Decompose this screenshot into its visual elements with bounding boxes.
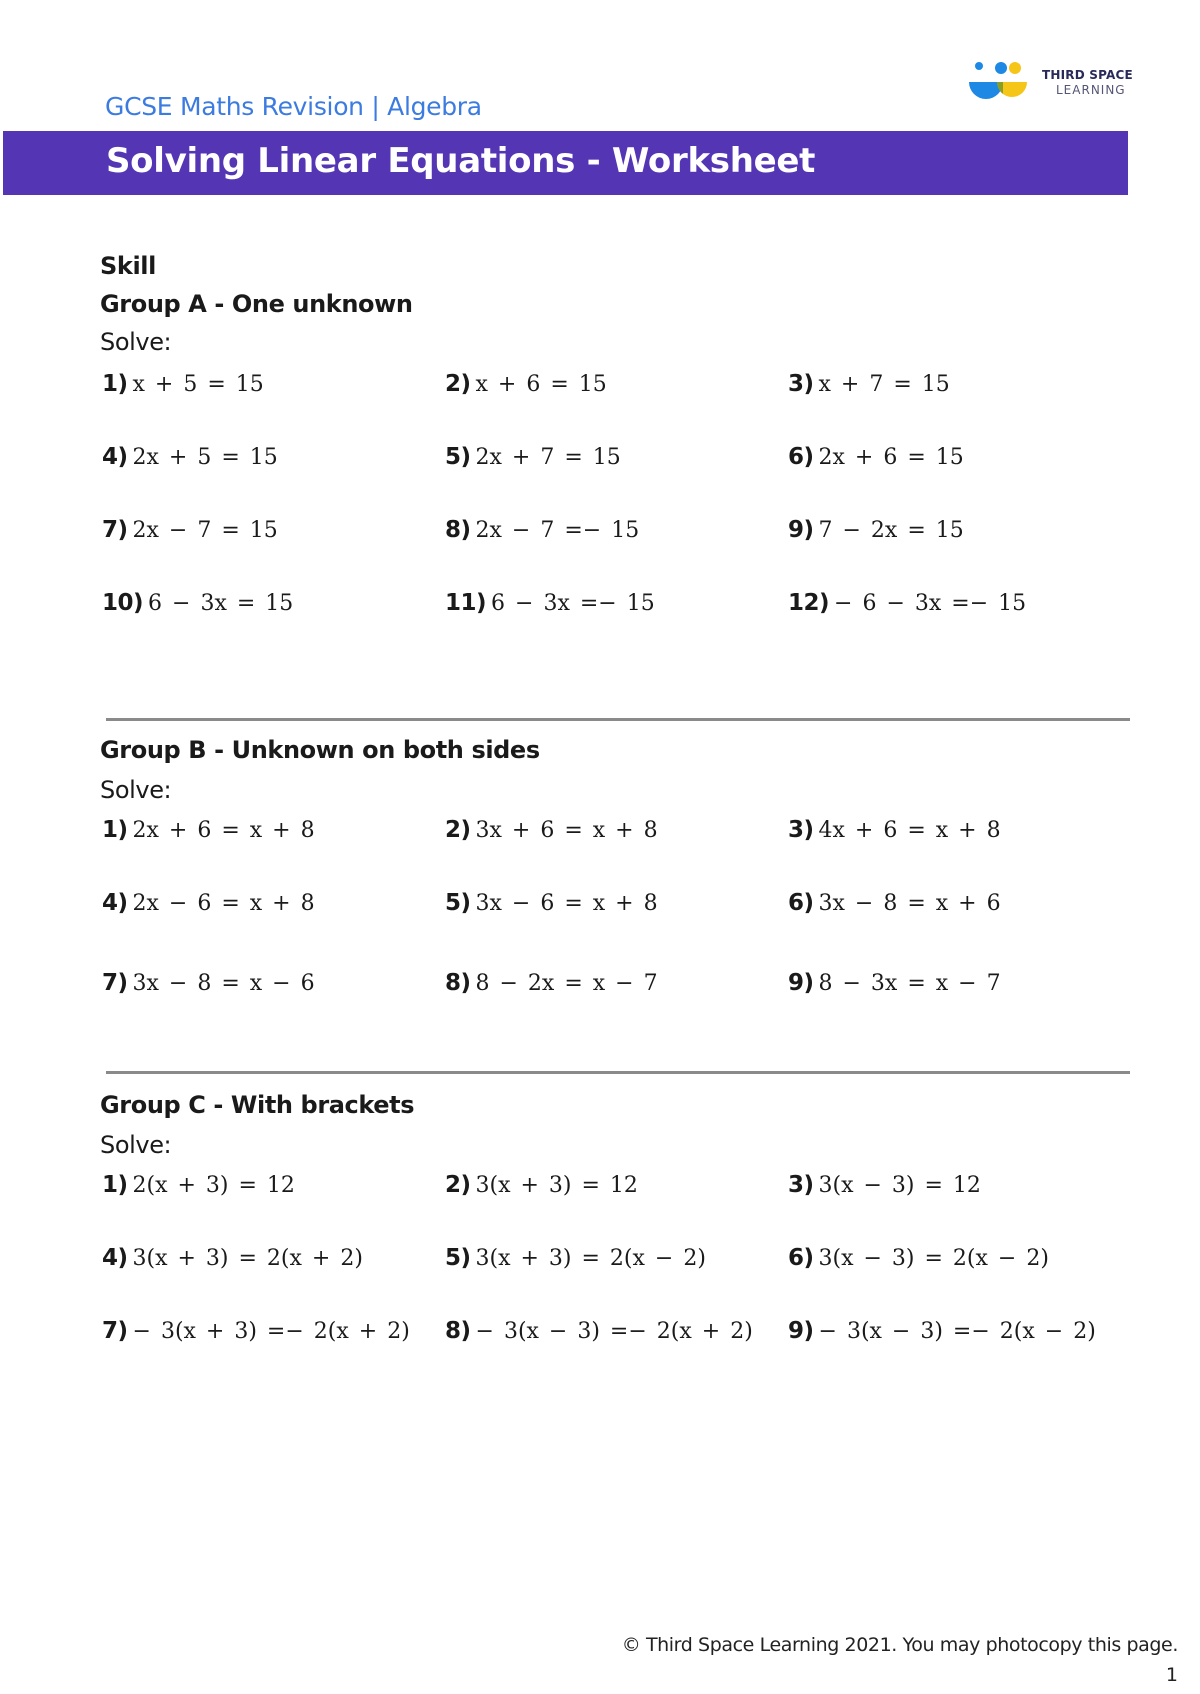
- question-c2: 2) 3(x + 3) = 12: [445, 1172, 638, 1198]
- question-b9: 9) 8 − 3x = x − 7: [788, 970, 1001, 996]
- copyright-notice: © Third Space Learning 2021. You may photocopy this page.: [621, 1634, 1178, 1656]
- question-b7: 7) 3x − 8 = x − 6: [102, 970, 315, 996]
- section-divider-1: [106, 718, 1130, 721]
- question-c4: 4) 3(x + 3) = 2(x + 2): [102, 1245, 363, 1271]
- question-b2: 2) 3x + 6 = x + 8: [445, 817, 658, 843]
- skill-label: Skill: [100, 252, 156, 280]
- logo-text: [1042, 68, 1133, 98]
- question-a11: 11) 6 − 3x =− 15: [445, 590, 655, 616]
- question-a4: 4) 2x + 5 = 15: [102, 444, 278, 470]
- question-a9: 9) 7 − 2x = 15: [788, 517, 964, 543]
- question-c7: 7) − 3(x + 3) =− 2(x + 2): [102, 1318, 410, 1344]
- question-a12: 12) − 6 − 3x =− 15: [788, 590, 1027, 616]
- logo-line1: THIRD SPACE: [1042, 68, 1133, 82]
- group-b-title: Group B - Unknown on both sides: [100, 736, 540, 764]
- question-c6: 6) 3(x − 3) = 2(x − 2): [788, 1245, 1049, 1271]
- question-b1: 1) 2x + 6 = x + 8: [102, 817, 315, 843]
- question-a1: 1) x + 5 = 15: [102, 371, 264, 397]
- page-number: 1: [1165, 1664, 1178, 1686]
- question-b8: 8) 8 − 2x = x − 7: [445, 970, 658, 996]
- question-a10: 10) 6 − 3x = 15: [102, 590, 294, 616]
- group-b-instruction: Solve:: [100, 776, 172, 804]
- worksheet-subtitle: GCSE Maths Revision | Algebra: [105, 92, 482, 121]
- question-a3: 3) x + 7 = 15: [788, 371, 950, 397]
- question-b3: 3) 4x + 6 = x + 8: [788, 817, 1001, 843]
- question-a6: 6) 2x + 6 = 15: [788, 444, 964, 470]
- question-a8: 8) 2x − 7 =− 15: [445, 517, 640, 543]
- third-space-learning-logo: [965, 60, 1145, 110]
- question-c8: 8) − 3(x − 3) =− 2(x + 2): [445, 1318, 753, 1344]
- question-b6: 6) 3x − 8 = x + 6: [788, 890, 1001, 916]
- logo-mark-icon: [965, 60, 1040, 110]
- question-b4: 4) 2x − 6 = x + 8: [102, 890, 315, 916]
- group-c-instruction: Solve:: [100, 1131, 172, 1159]
- page-title: Solving Linear Equations - Worksheet: [106, 141, 816, 181]
- question-a2: 2) x + 6 = 15: [445, 371, 607, 397]
- question-a7: 7) 2x − 7 = 15: [102, 517, 278, 543]
- group-a-instruction: Solve:: [100, 328, 172, 356]
- question-b5: 5) 3x − 6 = x + 8: [445, 890, 658, 916]
- question-c3: 3) 3(x − 3) = 12: [788, 1172, 981, 1198]
- logo-line2: LEARNING: [1056, 83, 1126, 97]
- group-c-title: Group C - With brackets: [100, 1091, 415, 1119]
- title-banner: [3, 131, 1128, 195]
- question-c1: 1) 2(x + 3) = 12: [102, 1172, 295, 1198]
- question-a5: 5) 2x + 7 = 15: [445, 444, 621, 470]
- question-c5: 5) 3(x + 3) = 2(x − 2): [445, 1245, 706, 1271]
- section-divider-2: [106, 1071, 1130, 1074]
- group-a-title: Group A - One unknown: [100, 290, 413, 318]
- question-c9: 9) − 3(x − 3) =− 2(x − 2): [788, 1318, 1096, 1344]
